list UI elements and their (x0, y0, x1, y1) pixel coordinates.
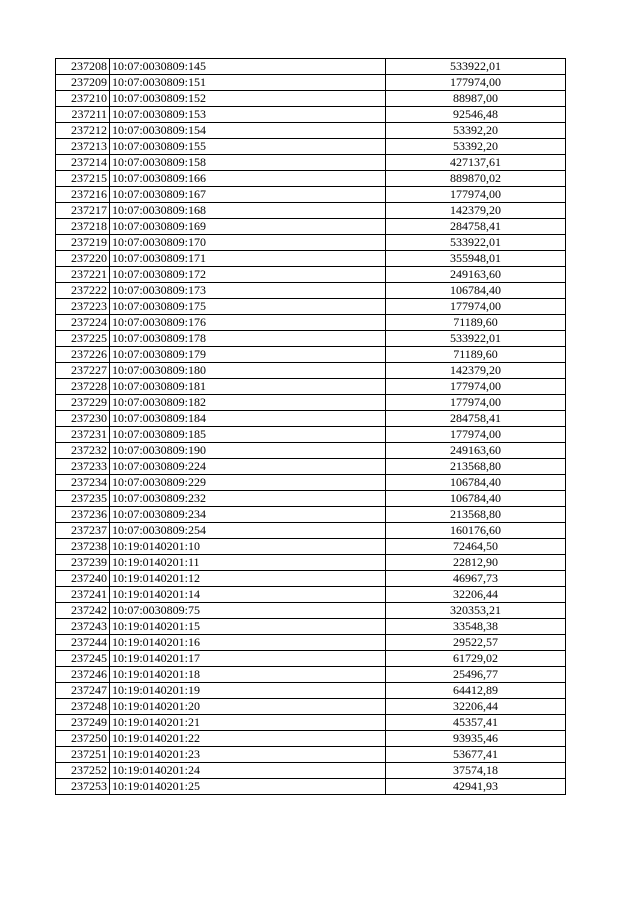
cadastral-number-cell: 10:19:0140201:16 (110, 635, 386, 651)
table-row (56, 667, 566, 683)
value-cell: 160176,60 (386, 523, 566, 539)
row-number-cell: 237228 (56, 379, 110, 395)
table-row (56, 699, 566, 715)
table-row (56, 59, 566, 75)
cadastral-number-cell: 10:19:0140201:21 (110, 715, 386, 731)
table-row (56, 603, 566, 619)
table-row (56, 523, 566, 539)
table-row (56, 459, 566, 475)
cadastral-number-cell: 10:07:0030809:158 (110, 155, 386, 171)
cadastral-number-cell: 10:07:0030809:180 (110, 363, 386, 379)
table-row (56, 379, 566, 395)
row-number-cell: 237214 (56, 155, 110, 171)
value-cell: 249163,60 (386, 443, 566, 459)
value-cell: 355948,01 (386, 251, 566, 267)
table-row (56, 395, 566, 411)
cadastral-number-cell: 10:07:0030809:172 (110, 267, 386, 283)
row-number-cell: 237212 (56, 123, 110, 139)
value-cell: 33548,38 (386, 619, 566, 635)
data-table (55, 58, 566, 795)
table-row (56, 683, 566, 699)
value-cell: 142379,20 (386, 203, 566, 219)
cadastral-number-cell: 10:07:0030809:173 (110, 283, 386, 299)
row-number-cell: 237208 (56, 59, 110, 75)
row-number-cell: 237219 (56, 235, 110, 251)
table-row (56, 267, 566, 283)
row-number-cell: 237216 (56, 187, 110, 203)
row-number-cell: 237211 (56, 107, 110, 123)
cadastral-number-cell: 10:19:0140201:19 (110, 683, 386, 699)
value-cell: 427137,61 (386, 155, 566, 171)
value-cell: 249163,60 (386, 267, 566, 283)
cadastral-number-cell: 10:19:0140201:11 (110, 555, 386, 571)
row-number-cell: 237230 (56, 411, 110, 427)
cadastral-number-cell: 10:07:0030809:254 (110, 523, 386, 539)
value-cell: 25496,77 (386, 667, 566, 683)
row-number-cell: 237243 (56, 619, 110, 635)
cadastral-number-cell: 10:19:0140201:25 (110, 779, 386, 795)
row-number-cell: 237218 (56, 219, 110, 235)
row-number-cell: 237222 (56, 283, 110, 299)
row-number-cell: 237241 (56, 587, 110, 603)
cadastral-number-cell: 10:07:0030809:153 (110, 107, 386, 123)
value-cell: 29522,57 (386, 635, 566, 651)
row-number-cell: 237245 (56, 651, 110, 667)
value-cell: 177974,00 (386, 187, 566, 203)
table-row (56, 411, 566, 427)
table-row (56, 203, 566, 219)
row-number-cell: 237215 (56, 171, 110, 187)
value-cell: 106784,40 (386, 491, 566, 507)
value-cell: 284758,41 (386, 411, 566, 427)
cadastral-number-cell: 10:19:0140201:10 (110, 539, 386, 555)
cadastral-number-cell: 10:07:0030809:234 (110, 507, 386, 523)
row-number-cell: 237227 (56, 363, 110, 379)
row-number-cell: 237248 (56, 699, 110, 715)
row-number-cell: 237250 (56, 731, 110, 747)
cadastral-number-cell: 10:07:0030809:182 (110, 395, 386, 411)
table-row (56, 651, 566, 667)
value-cell: 71189,60 (386, 315, 566, 331)
row-number-cell: 237213 (56, 139, 110, 155)
table-row (56, 587, 566, 603)
row-number-cell: 237249 (56, 715, 110, 731)
table-row (56, 507, 566, 523)
row-number-cell: 237244 (56, 635, 110, 651)
cadastral-number-cell: 10:07:0030809:169 (110, 219, 386, 235)
cadastral-number-cell: 10:07:0030809:190 (110, 443, 386, 459)
cadastral-number-cell: 10:07:0030809:176 (110, 315, 386, 331)
cadastral-number-cell: 10:07:0030809:145 (110, 59, 386, 75)
value-cell: 22812,90 (386, 555, 566, 571)
table-row (56, 539, 566, 555)
row-number-cell: 237209 (56, 75, 110, 91)
table-row (56, 619, 566, 635)
row-number-cell: 237224 (56, 315, 110, 331)
value-cell: 53392,20 (386, 139, 566, 155)
row-number-cell: 237210 (56, 91, 110, 107)
cadastral-number-cell: 10:07:0030809:232 (110, 491, 386, 507)
table-row (56, 715, 566, 731)
cadastral-number-cell: 10:07:0030809:167 (110, 187, 386, 203)
value-cell: 106784,40 (386, 283, 566, 299)
table-row (56, 283, 566, 299)
table-row (56, 171, 566, 187)
value-cell: 92546,48 (386, 107, 566, 123)
row-number-cell: 237221 (56, 267, 110, 283)
value-cell: 53677,41 (386, 747, 566, 763)
value-cell: 284758,41 (386, 219, 566, 235)
row-number-cell: 237223 (56, 299, 110, 315)
table-row (56, 763, 566, 779)
row-number-cell: 237252 (56, 763, 110, 779)
table-row (56, 235, 566, 251)
row-number-cell: 237247 (56, 683, 110, 699)
table-row (56, 251, 566, 267)
cadastral-number-cell: 10:07:0030809:155 (110, 139, 386, 155)
table-row (56, 747, 566, 763)
table-row (56, 219, 566, 235)
value-cell: 533922,01 (386, 59, 566, 75)
row-number-cell: 237240 (56, 571, 110, 587)
cadastral-number-cell: 10:07:0030809:154 (110, 123, 386, 139)
value-cell: 213568,80 (386, 459, 566, 475)
value-cell: 64412,89 (386, 683, 566, 699)
row-number-cell: 237253 (56, 779, 110, 795)
cadastral-number-cell: 10:19:0140201:14 (110, 587, 386, 603)
table-row (56, 123, 566, 139)
table-row (56, 315, 566, 331)
cadastral-number-cell: 10:19:0140201:20 (110, 699, 386, 715)
cadastral-number-cell: 10:19:0140201:12 (110, 571, 386, 587)
table-row (56, 731, 566, 747)
row-number-cell: 237234 (56, 475, 110, 491)
value-cell: 142379,20 (386, 363, 566, 379)
table-row (56, 91, 566, 107)
table-row (56, 779, 566, 795)
row-number-cell: 237237 (56, 523, 110, 539)
cadastral-number-cell: 10:07:0030809:185 (110, 427, 386, 443)
table-row (56, 187, 566, 203)
value-cell: 53392,20 (386, 123, 566, 139)
cadastral-number-cell: 10:07:0030809:181 (110, 379, 386, 395)
value-cell: 61729,02 (386, 651, 566, 667)
row-number-cell: 237251 (56, 747, 110, 763)
table-row (56, 347, 566, 363)
value-cell: 88987,00 (386, 91, 566, 107)
cadastral-number-cell: 10:07:0030809:166 (110, 171, 386, 187)
table-row (56, 75, 566, 91)
row-number-cell: 237231 (56, 427, 110, 443)
cadastral-number-cell: 10:19:0140201:23 (110, 747, 386, 763)
table-row (56, 331, 566, 347)
table-row (56, 635, 566, 651)
value-cell: 32206,44 (386, 699, 566, 715)
table-body (56, 59, 566, 795)
cadastral-number-cell: 10:07:0030809:184 (110, 411, 386, 427)
table-row (56, 443, 566, 459)
value-cell: 45357,41 (386, 715, 566, 731)
value-cell: 32206,44 (386, 587, 566, 603)
cadastral-number-cell: 10:07:0030809:179 (110, 347, 386, 363)
row-number-cell: 237233 (56, 459, 110, 475)
row-number-cell: 237225 (56, 331, 110, 347)
cadastral-number-cell: 10:07:0030809:151 (110, 75, 386, 91)
cadastral-number-cell: 10:07:0030809:75 (110, 603, 386, 619)
cadastral-number-cell: 10:07:0030809:178 (110, 331, 386, 347)
cadastral-number-cell: 10:07:0030809:171 (110, 251, 386, 267)
value-cell: 177974,00 (386, 379, 566, 395)
value-cell: 106784,40 (386, 475, 566, 491)
table-row (56, 555, 566, 571)
value-cell: 72464,50 (386, 539, 566, 555)
table-row (56, 571, 566, 587)
cadastral-number-cell: 10:07:0030809:152 (110, 91, 386, 107)
table-row (56, 363, 566, 379)
row-number-cell: 237242 (56, 603, 110, 619)
value-cell: 37574,18 (386, 763, 566, 779)
value-cell: 46967,73 (386, 571, 566, 587)
table-row (56, 155, 566, 171)
value-cell: 42941,93 (386, 779, 566, 795)
cadastral-number-cell: 10:19:0140201:17 (110, 651, 386, 667)
table-row (56, 139, 566, 155)
row-number-cell: 237232 (56, 443, 110, 459)
row-number-cell: 237226 (56, 347, 110, 363)
row-number-cell: 237236 (56, 507, 110, 523)
value-cell: 889870,02 (386, 171, 566, 187)
value-cell: 177974,00 (386, 395, 566, 411)
row-number-cell: 237217 (56, 203, 110, 219)
cadastral-number-cell: 10:07:0030809:170 (110, 235, 386, 251)
cadastral-number-cell: 10:19:0140201:24 (110, 763, 386, 779)
value-cell: 533922,01 (386, 235, 566, 251)
row-number-cell: 237246 (56, 667, 110, 683)
cadastral-number-cell: 10:07:0030809:175 (110, 299, 386, 315)
value-cell: 177974,00 (386, 427, 566, 443)
row-number-cell: 237235 (56, 491, 110, 507)
value-cell: 93935,46 (386, 731, 566, 747)
value-cell: 177974,00 (386, 75, 566, 91)
table-row (56, 427, 566, 443)
cadastral-number-cell: 10:19:0140201:18 (110, 667, 386, 683)
value-cell: 320353,21 (386, 603, 566, 619)
value-cell: 213568,80 (386, 507, 566, 523)
cadastral-number-cell: 10:07:0030809:224 (110, 459, 386, 475)
row-number-cell: 237238 (56, 539, 110, 555)
table-row (56, 475, 566, 491)
value-cell: 71189,60 (386, 347, 566, 363)
row-number-cell: 237229 (56, 395, 110, 411)
cadastral-number-cell: 10:07:0030809:229 (110, 475, 386, 491)
table-row (56, 107, 566, 123)
table-row (56, 491, 566, 507)
cadastral-number-cell: 10:19:0140201:15 (110, 619, 386, 635)
row-number-cell: 237239 (56, 555, 110, 571)
value-cell: 533922,01 (386, 331, 566, 347)
table-row (56, 299, 566, 315)
row-number-cell: 237220 (56, 251, 110, 267)
cadastral-number-cell: 10:19:0140201:22 (110, 731, 386, 747)
value-cell: 177974,00 (386, 299, 566, 315)
cadastral-number-cell: 10:07:0030809:168 (110, 203, 386, 219)
